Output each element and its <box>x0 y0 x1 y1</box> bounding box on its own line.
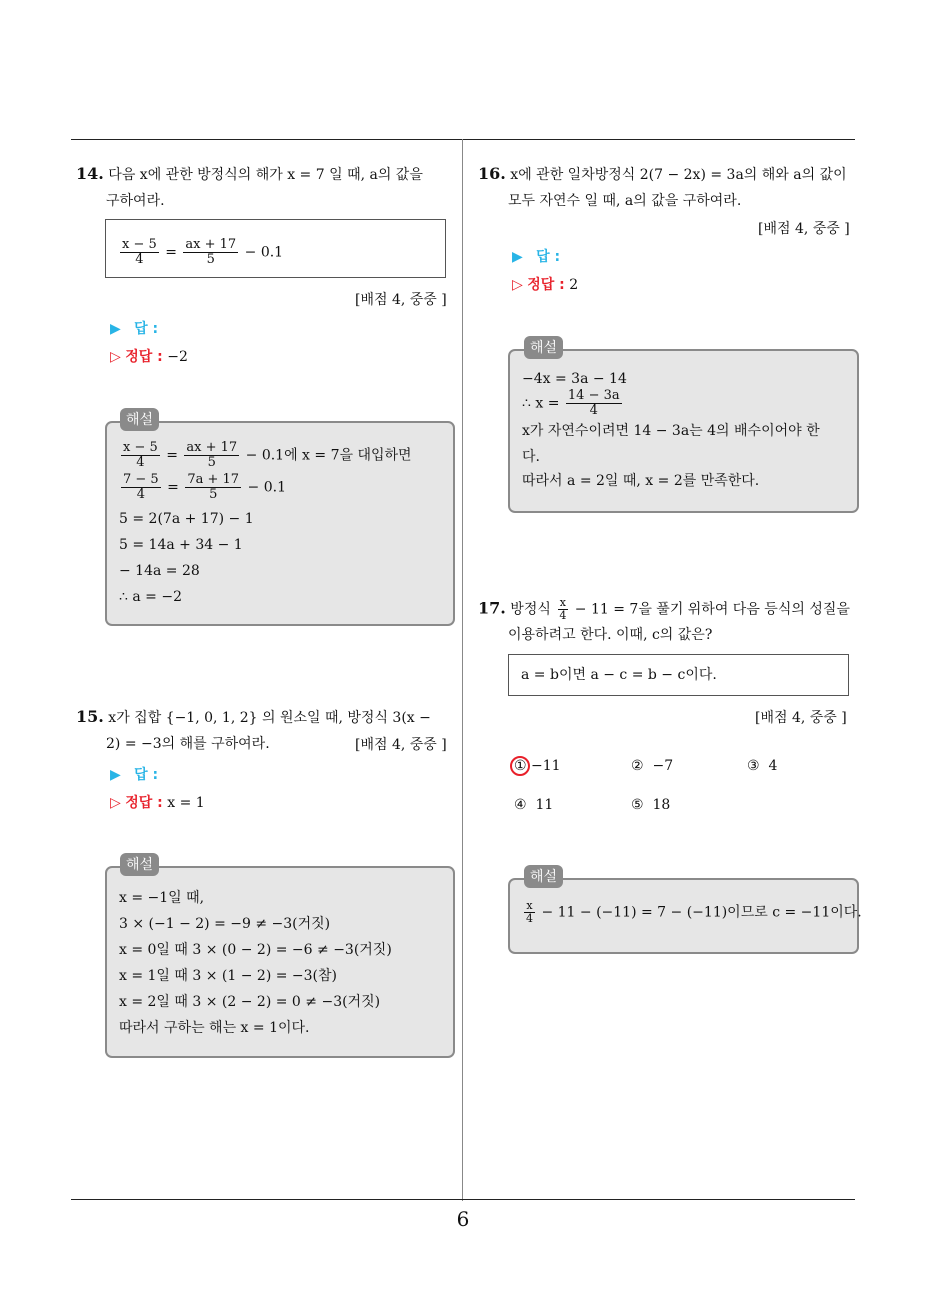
q16-number: 16. <box>478 164 506 183</box>
q15-correct-row: ▷ 정답 : x = 1 <box>110 795 205 811</box>
q16-correct-row: ▷ 정답 : 2 <box>512 277 579 293</box>
q17-score-meta: [배점 4, 중중 ] <box>755 710 847 726</box>
q14-solution-box <box>105 421 455 626</box>
q17-condition-box <box>508 654 849 696</box>
q15-sol-line4: x = 1일 때 3 × (1 − 2) = −3(참) <box>119 968 338 984</box>
q16-sol-line4: 다. <box>522 449 540 465</box>
q15-sol-line2: 3 × (−1 − 2) = −9 ≠ −3(거짓) <box>119 916 331 932</box>
q15-solution-tag: 해설 <box>120 853 159 876</box>
q16-sol-line1: −4x = 3a − 14 <box>522 371 627 387</box>
q15-stem-line1: 15. x가 집합 {−1, 0, 1, 2} 의 원소일 때, 방정식 3(x − <box>76 707 431 726</box>
q16-sol-line3: x가 자연수이려면 14 − 3a는 4의 배수이어야 한 <box>522 423 820 439</box>
q17-stem-line2: 이용하려고 한다. 이때, c의 값은? <box>508 627 713 643</box>
q15-answer-row[interactable]: ▶ 답 : <box>110 767 159 783</box>
q16-solution-tag: 해설 <box>524 336 563 359</box>
q15-solution-box <box>105 866 455 1058</box>
q14-score-meta: [배점 4, 중중 ] <box>355 292 447 308</box>
q17-choice-2[interactable]: ② −7 <box>631 758 674 774</box>
q17-condition-text: a = b이면 a − c = b − c이다. <box>521 667 717 683</box>
q14-solution-tag: 해설 <box>120 408 159 431</box>
q17-number: 17. <box>478 598 506 618</box>
q17-choice-4[interactable]: ④ 11 <box>514 797 554 813</box>
q15-number: 15. <box>76 707 104 726</box>
outline-triangle-icon: ▷ <box>110 349 121 365</box>
q14-answer-row[interactable]: ▶ 답 : <box>110 321 159 337</box>
q16-score-meta: [배점 4, 중중 ] <box>758 221 850 237</box>
play-triangle-icon: ▶ <box>110 767 121 783</box>
play-triangle-icon: ▶ <box>512 249 523 265</box>
q15-stem-line2: 2) = −3의 해를 구하여라. <box>106 736 270 752</box>
q14-equation: $\frac{x - 5}{4}$ = $\frac{ax + 17}{5}$ − 0.1 <box>122 237 284 267</box>
q14-sol-line2: $\frac{7 - 5}{4}$ = $\frac{7a + 17}{5}$ − 0.1 <box>123 472 286 502</box>
q14-sol-line4: 5 = 14a + 34 − 1 <box>119 537 243 553</box>
q14-equation-box <box>105 219 446 278</box>
q14-sol-line6: ∴ a = −2 <box>119 589 182 605</box>
bottom-rule <box>71 1199 855 1200</box>
q14-number: 14. <box>76 164 104 183</box>
play-triangle-icon: ▶ <box>110 321 121 337</box>
q14-sol-line1: $\frac{x - 5}{4}$ = $\frac{ax + 17}{5}$ − 0.1에 x = 7을 대입하면 <box>123 440 412 470</box>
q17-stem-line1: 17. 방정식 $\frac{x}{4}$ − 11 = 7을 풀기 위하여 다음 등식의 성질을 <box>478 596 850 622</box>
page-number: 6 <box>456 1207 470 1231</box>
top-rule <box>71 139 855 140</box>
q15-score-meta: [배점 4, 중중 ] <box>355 737 447 753</box>
q16-sol-line2: ∴ x = $\frac{14 - 3a}{4}$ <box>522 388 620 418</box>
q16-stem-line1: 16. x에 관한 일차방정식 2(7 − 2x) = 3a의 해와 a의 값이 <box>478 164 847 183</box>
q15-sol-line1: x = −1일 때, <box>119 890 205 906</box>
q17-solution-tag: 해설 <box>524 865 563 888</box>
q17-choice-1[interactable]: ① −11 <box>514 758 561 774</box>
q15-sol-line6: 따라서 구하는 해는 x = 1이다. <box>119 1020 310 1036</box>
q15-sol-line3: x = 0일 때 3 × (0 − 2) = −6 ≠ −3(거짓) <box>119 942 392 958</box>
q14-sol-line3: 5 = 2(7a + 17) − 1 <box>119 511 254 527</box>
q15-sol-line5: x = 2일 때 3 × (2 − 2) = 0 ≠ −3(거짓) <box>119 994 381 1010</box>
q17-solution-box <box>508 878 862 954</box>
outline-triangle-icon: ▷ <box>110 795 121 811</box>
q17-choice-5[interactable]: ⑤ 18 <box>631 797 671 813</box>
q17-choice-3[interactable]: ③ 4 <box>747 758 778 774</box>
q14-sol-line5: − 14a = 28 <box>119 563 200 579</box>
q14-stem-line2: 구하여라. <box>106 193 165 209</box>
q17-sol-line1: $\frac{x}{4}$ − 11 − (−11) = 7 − (−11)이므로 c = −11이다. <box>526 899 862 925</box>
outline-triangle-icon: ▷ <box>512 277 523 293</box>
q16-stem-line2: 모두 자연수 일 때, a의 값을 구하여라. <box>508 193 742 209</box>
q14-stem-line1: 14. 다음 x에 관한 방정식의 해가 x = 7 일 때, a의 값을 <box>76 164 423 183</box>
q14-correct-row: ▷ 정답 : −2 <box>110 349 188 365</box>
q16-sol-line5: 따라서 a = 2일 때, x = 2를 만족한다. <box>522 473 760 489</box>
q16-answer-row[interactable]: ▶ 답 : <box>512 249 561 265</box>
q16-solution-box <box>508 349 859 513</box>
column-divider <box>462 139 463 1201</box>
